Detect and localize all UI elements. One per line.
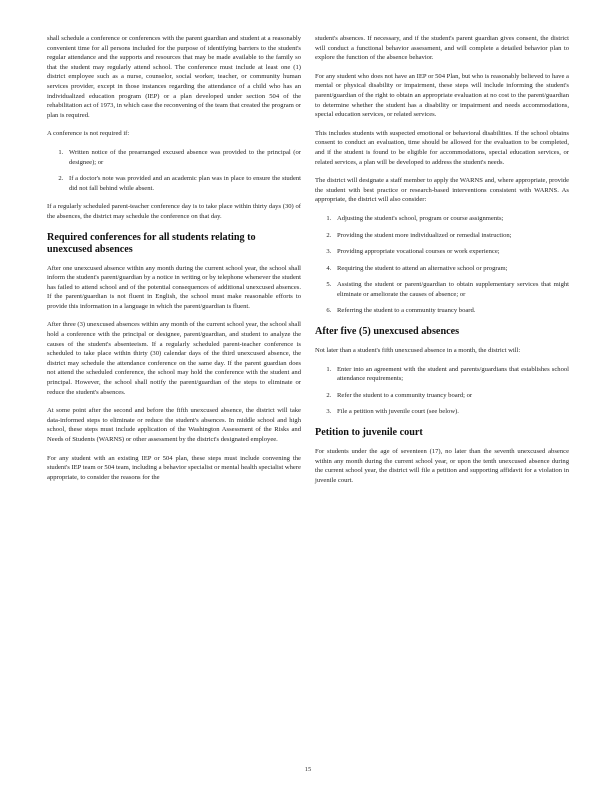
page-number: 15 [304, 766, 312, 773]
list-item: 2. Providing the student more individualized or remedial instruction; [333, 231, 569, 241]
paragraph: For students under the age of seventeen (17), no later than the seventh unexcused absence within any month during the current school year, or upon the tenth unexcused absence during the current school year, the district will file a petition and supporting affidavit for a violation in juvenile court. [315, 448, 569, 484]
list-item: 2. Refer the student to a community truancy board; or [333, 391, 569, 401]
paragraph: After one unexcused absence within any month during the current school year, the school shall inform the student's parent/guardian by a notice in writing or by telephone whenever the student has failed to attend school and of the potential consequences of additional unexcused absences. If the parent/guardian is not fluent in English, the school must make reasonable efforts to provide this information in a language in which the parent/guardian is fluent. [47, 264, 301, 310]
section-heading: Required conferences for all students relating to unexcused absences [47, 231, 256, 255]
list-item: 6. Referring the student to a community truancy board. [333, 306, 569, 316]
right-column [315, 34, 569, 494]
paragraph: shall schedule a conference or conferences with the parent guardian and student at a reasonably convenient time for all persons included for the purpose of identifying barriers to the student's regular attendance and the supports and resources that may be made available to the family so that the student may regularly attend school. The conference must include at least one (1) district employee such as a nurse, counselor, social worker, teacher, or community human services provider, except in those instances regarding the attendance of a child who has an individualized education program (IEP) or a plan developed under section 504 of the rehabilitation act of 1973, in which case the reconvening of the team that created the program or plan is required. [47, 35, 301, 119]
paragraph: This includes students with suspected emotional or behavioral disabilities. If the school obtains consent to conduct an evaluation, time should be allowed for the evaluation to be completed, and if the student is found to be eligible for accommodations, special education services, or related services, a plan will be developed to address the student's needs. [315, 129, 569, 166]
fifth-absence-actions-list [315, 365, 569, 417]
conference-exceptions-list [47, 148, 301, 193]
list-item: 1. Adjusting the student's school, program or course assignments; [333, 214, 569, 224]
section-heading: After five (5) unexcused absences [315, 326, 460, 338]
list-item: 1. Written notice of the prearranged excused absence was provided to the principal (or designee); or [65, 148, 301, 167]
paragraph: At some point after the second and before the fifth unexcused absence, the district will take data-informed steps to eliminate or reduce the student's absences. In middle school and high school, these steps must include application of the Washington Assessment of the Risks and Needs of Students (WARNS) or other assessment by the district's designated employee. [47, 407, 301, 443]
paragraph: Not later than a student's fifth unexcused absence in a month, the district will: [315, 347, 521, 355]
list-item: 3. Providing appropriate vocational courses or work experience; [333, 247, 569, 257]
paragraph: For any student who does not have an IEP or 504 Plan, but who is reasonably believed to have a mental or physical disability or impairment, these steps will include informing the student's parent/guardian of the right to obtain an appropriate evaluation at no cost to the parent/guardian to determine whether the student has a disability or impairment and needs accommodations, special education services, or related services. [315, 72, 569, 119]
list-item: 1. Enter into an agreement with the student and parents/guardians that establishes school attendance requirements; [333, 365, 569, 384]
paragraph: The district will designate a staff member to apply the WARNS and, where appropriate, provide the student with best practice or research-based interventions consistent with WARNS. As appropriate, the district will also consider: [315, 177, 569, 204]
list-item: 4. Requiring the student to attend an alternative school or program; [333, 264, 569, 274]
section-heading: Petition to juvenile court [315, 427, 423, 439]
paragraph: student's absences. If necessary, and if the student's parent guardian gives consent, the district will conduct a functional behavior assessment, and will complete a detailed behavior plan to explore the function of the absence behavior. [315, 35, 569, 62]
list-item: 5. Assisting the student or parent/guardian to obtain supplementary services that might eliminate or ameliorate the causes of absence; or [333, 280, 569, 299]
district-options-list [315, 214, 569, 316]
paragraph: If a regularly scheduled parent-teacher conference day is to take place within thirty days (30) of the absences, the district may schedule the conference on that day. [47, 203, 301, 220]
paragraph: For any student with an existing IEP or 504 plan, these steps must include convening the student's IEP team or 504 team, including a behavior specialist or mental health specialist where appropriate, to consider the reasons for the [47, 454, 301, 481]
paragraph: A conference is not required if: [47, 130, 130, 138]
left-column [47, 34, 301, 491]
list-item: 3. File a petition with juvenile court (see below). [333, 407, 569, 417]
paragraph: After three (3) unexcused absences within any month of the current school year, the school shall hold a conference with the principal or designee, parent/guardian, and student to analyze the causes of the student's absenteeism. If a regularly scheduled parent-teacher conference is scheduled to take place within thirty (30) calendar days of the third unexcused absence, the district may schedule the attendance conference on the same day. If the parent guardian does not attend the scheduled conference, the school may hold the conference with the student and principal. However, the school shall notify the parent/guardian of the steps to eliminate or reduce the student's absences. [47, 321, 301, 396]
list-item: 2. If a doctor's note was provided and an academic plan was in place to ensure the student did not fall behind while absent. [65, 174, 301, 193]
